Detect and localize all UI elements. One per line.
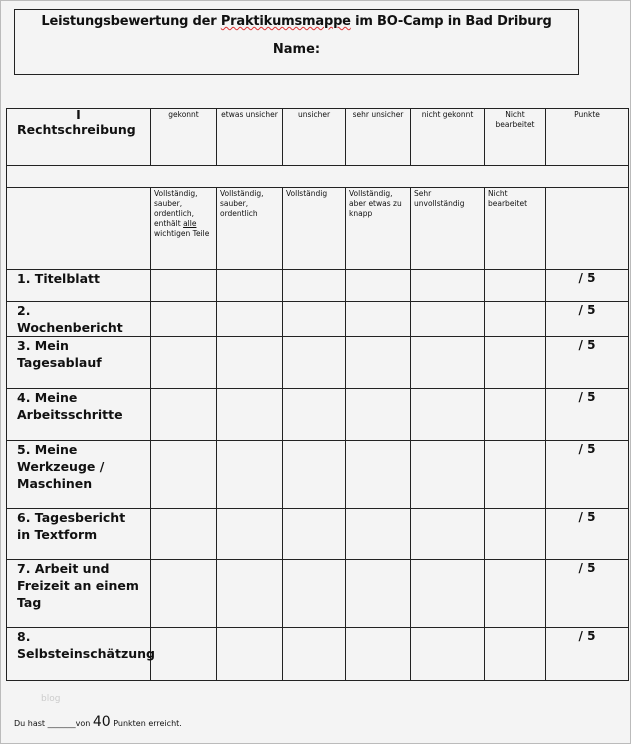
rating-cell[interactable] [151,270,217,302]
description-cell: Vollständig [283,188,346,270]
criterion-row [7,337,629,389]
name-label: Name: [272,42,321,57]
header-cell: nicht gekonnt [411,109,485,166]
header-cell: Nicht bearbeitet [485,109,546,166]
header-cell: unsicher [283,109,346,166]
description-cell: Nicht bearbeitet [485,188,546,270]
criterion-label: 5. Meine Werkzeuge / Maschinen [7,441,151,509]
rating-cell[interactable] [346,389,411,441]
points-cell[interactable]: / 5 [546,628,629,681]
criterion-row [7,302,629,337]
description-row [7,188,629,270]
spacer-row [7,166,629,188]
criterion-label: 4. Meine Arbeitsschritte [7,389,151,441]
criterion-row [7,441,629,509]
rating-cell[interactable] [283,337,346,389]
rating-cell[interactable] [151,628,217,681]
rating-cell[interactable] [411,560,485,628]
rating-cell[interactable] [217,441,283,509]
rating-cell[interactable] [485,628,546,681]
rating-cell[interactable] [411,389,485,441]
rating-cell[interactable] [151,337,217,389]
rating-cell[interactable] [283,441,346,509]
header-cell: etwas unsicher [217,109,283,166]
points-cell[interactable]: / 5 [546,302,629,337]
rating-cell[interactable] [485,441,546,509]
rating-cell[interactable] [346,337,411,389]
rating-cell[interactable] [346,628,411,681]
rating-cell[interactable] [346,270,411,302]
rating-cell[interactable] [346,560,411,628]
rating-cell[interactable] [283,302,346,337]
criterion-label: 8. Selbsteinschätzung [7,628,151,681]
points-cell[interactable]: / 5 [546,560,629,628]
rating-cell[interactable] [411,628,485,681]
points-cell[interactable]: / 5 [546,337,629,389]
description-cell: Sehr unvollständig [411,188,485,270]
criterion-row [7,628,629,681]
rating-cell[interactable] [151,441,217,509]
rating-cell[interactable] [217,628,283,681]
description-cell: Vollständig, sauber, ordentlich [217,188,283,270]
criterion-label: 1. Titelblatt [7,270,151,302]
rating-cell[interactable] [485,389,546,441]
header-cell: gekonnt [151,109,217,166]
title-box [14,9,579,75]
rating-cell[interactable] [346,441,411,509]
criterion-row [7,270,629,302]
points-cell[interactable]: / 5 [546,389,629,441]
rating-cell[interactable] [151,560,217,628]
rating-cell[interactable] [485,337,546,389]
rating-cell[interactable] [217,302,283,337]
rating-cell[interactable] [217,560,283,628]
criterion-label: 2. Wochenbericht [7,302,151,337]
rating-cell[interactable] [217,389,283,441]
rating-cell[interactable] [346,302,411,337]
rating-cell[interactable] [283,628,346,681]
watermark: blog [41,694,61,704]
rating-cell[interactable] [411,302,485,337]
rating-cell[interactable] [151,389,217,441]
rating-cell[interactable] [411,441,485,509]
criterion-row [7,389,629,441]
rating-cell[interactable] [151,302,217,337]
points-cell[interactable]: / 5 [546,509,629,560]
rating-cell[interactable] [346,509,411,560]
description-cell: Vollständig, aber etwas zu knapp [346,188,411,270]
criterion-row [7,560,629,628]
rating-cell[interactable] [485,560,546,628]
rating-cell[interactable] [283,389,346,441]
header-cell: Punkte [546,109,629,166]
rating-cell[interactable] [217,270,283,302]
criterion-label: 7. Arbeit und Freizeit an einem Tag [7,560,151,628]
rating-cell[interactable] [217,509,283,560]
rating-cell[interactable] [485,509,546,560]
criterion-row [7,509,629,560]
criterion-label: 6. Tagesbericht in Textform [7,509,151,560]
points-cell[interactable]: / 5 [546,441,629,509]
criterion-label: 3. Mein Tagesablauf [7,337,151,389]
header-row [7,109,629,166]
rating-cell[interactable] [151,509,217,560]
rechtschreibung-label: Rechtschreibung [17,122,136,137]
score-summary: Du hast _______von 40 Punkten erreicht. [14,714,182,730]
points-cell[interactable]: / 5 [546,270,629,302]
document-title: Leistungsbewertung der Praktikumsmappe im BO-Camp in Bad Driburg [41,14,552,29]
rating-cell[interactable] [485,302,546,337]
header-cell: sehr unsicher [346,109,411,166]
rating-cell[interactable] [283,509,346,560]
rating-cell[interactable] [485,270,546,302]
rating-cell[interactable] [283,270,346,302]
rating-cell[interactable] [411,509,485,560]
description-cell: Vollständig, sauber, ordentlich, enthält alle wichtigen Teile [151,188,217,270]
rating-cell[interactable] [411,270,485,302]
header-first-cell: I Rechtschreibung [7,109,151,166]
rating-cell[interactable] [411,337,485,389]
rating-cell[interactable] [283,560,346,628]
evaluation-table [6,108,629,681]
rating-cell[interactable] [217,337,283,389]
